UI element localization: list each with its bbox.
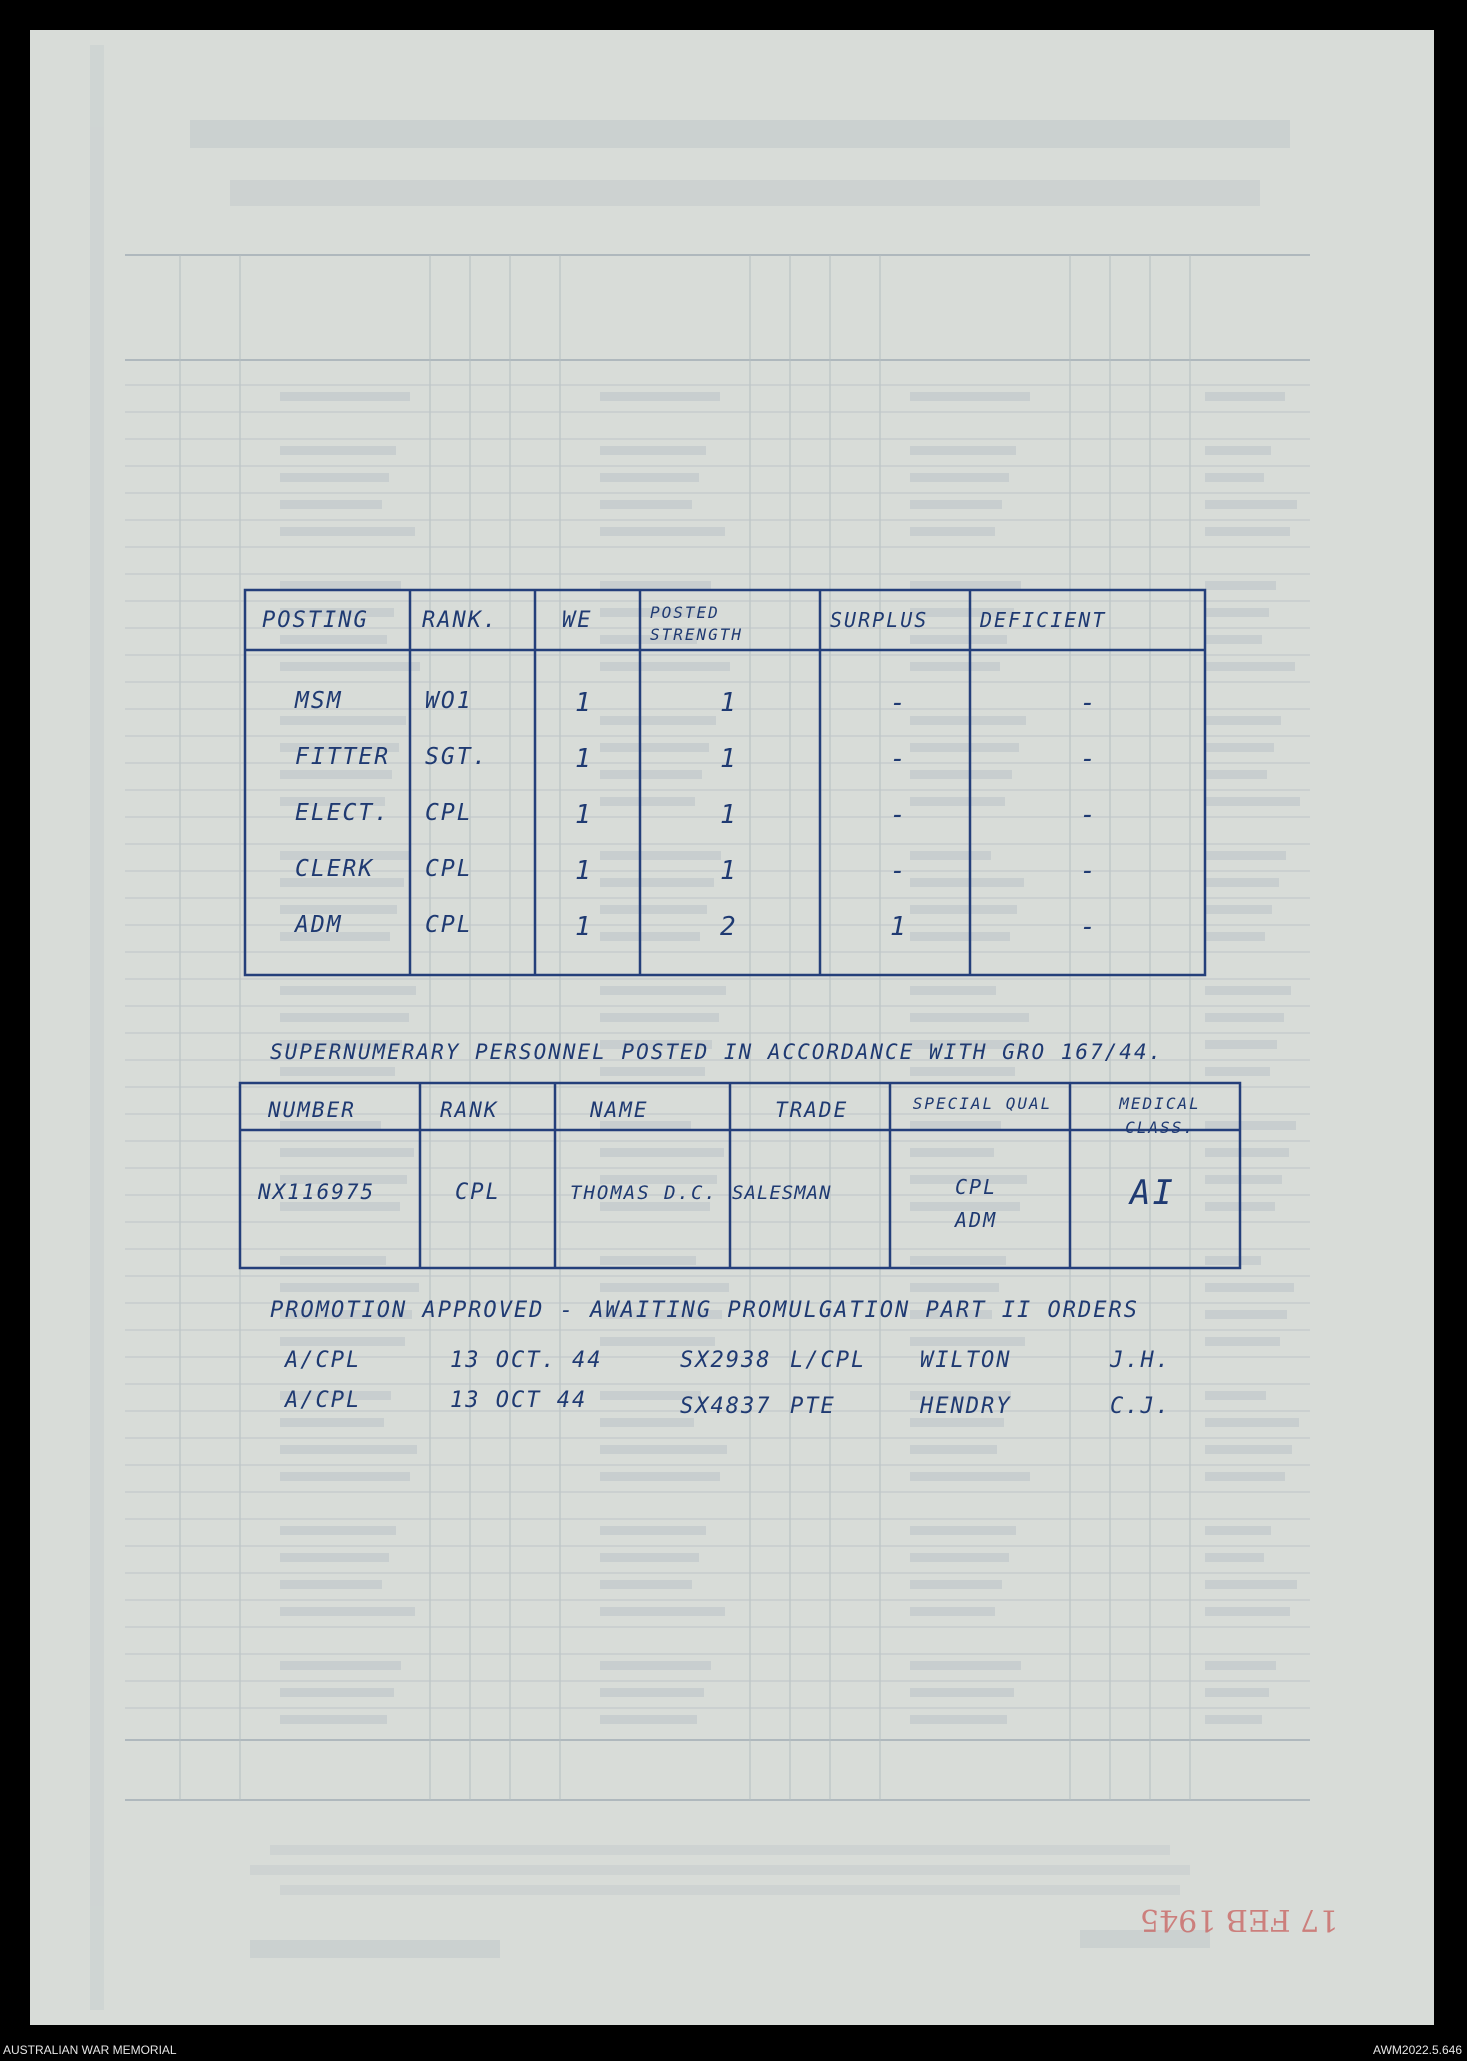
posting-row-2-col-3: 1: [575, 744, 593, 774]
posting-row-2-col-6: -: [1080, 744, 1098, 774]
promotion-line-1-name: WILTON: [920, 1348, 1012, 1373]
promotion-line-2-number: SX4837: [680, 1394, 772, 1419]
posting-row-2-col-1: FITTER: [295, 744, 391, 770]
posting-row-3-col-1: ELECT.: [295, 800, 391, 826]
supernumerary-header-trade: TRADE: [775, 1098, 849, 1122]
promotion-line-2-initials: C.J.: [1110, 1394, 1171, 1419]
posting-row-5-col-4: 2: [720, 912, 738, 942]
posting-header-deficient: DEFICIENT: [980, 608, 1107, 632]
posting-row-1-col-3: 1: [575, 688, 593, 718]
posting-row-3-col-5: -: [890, 800, 908, 830]
posting-header-surplus: SURPLUS: [830, 608, 929, 632]
supernumerary-name: THOMAS D.C.: [570, 1182, 718, 1204]
posting-row-3-col-2: CPL: [425, 800, 473, 826]
supernumerary-header-medical-class: MEDICAL CLASS.: [1119, 1094, 1201, 1137]
supernumerary-number: NX116975: [258, 1180, 376, 1204]
posting-header-rank: RANK.: [422, 608, 499, 633]
posting-row-2-col-5: -: [890, 744, 908, 774]
supernumerary-header-special-qual: SPECIAL QUAL: [912, 1094, 1053, 1113]
posting-row-3-col-3: 1: [575, 800, 593, 830]
posting-row-4-col-2: CPL: [425, 856, 473, 882]
posting-header-posting: POSTING: [262, 608, 369, 633]
supernumerary-trade: SALESMAN: [732, 1182, 832, 1204]
posting-row-5-col-3: 1: [575, 912, 593, 942]
promotion-heading: PROMOTION APPROVED - AWAITING PROMULGATION PART II ORDERS: [270, 1298, 1139, 1323]
posting-row-5-col-6: -: [1080, 912, 1098, 942]
promotion-line-1-date: 13 OCT. 44: [450, 1348, 603, 1373]
posting-row-1-col-4: 1: [720, 688, 738, 718]
promotion-line-2-current-rank: PTE: [790, 1394, 836, 1419]
posting-row-4-col-6: -: [1080, 856, 1098, 886]
supernumerary-special-qual-line2: ADM: [955, 1208, 998, 1232]
posting-row-2-col-4: 1: [720, 744, 738, 774]
posting-row-1-col-5: -: [890, 688, 908, 718]
posting-header-we: WE: [562, 608, 593, 633]
posting-row-3-col-4: 1: [720, 800, 738, 830]
promotion-line-1-number: SX2938: [680, 1348, 772, 1373]
promotion-line-2-rank: A/CPL: [285, 1388, 362, 1413]
posting-row-4-col-1: CLERK: [295, 856, 375, 882]
promotion-line-1-initials: J.H.: [1110, 1348, 1171, 1373]
footer-right: AWM2022.5.646: [1373, 2043, 1462, 2057]
posting-row-5-col-2: CPL: [425, 912, 473, 938]
posting-row-2-col-2: SGT.: [425, 744, 489, 770]
posting-row-4-col-5: -: [890, 856, 908, 886]
posting-row-1-col-1: MSM: [295, 688, 343, 714]
supernumerary-special-qual-line1: CPL: [955, 1175, 998, 1199]
form-paper: [30, 30, 1434, 2025]
promotion-line-1-current-rank: L/CPL: [790, 1348, 867, 1373]
supernumerary-medical-class: AI: [1130, 1173, 1175, 1213]
posting-row-4-col-3: 1: [575, 856, 593, 886]
posting-row-5-col-5: 1: [890, 912, 908, 942]
posting-row-3-col-6: -: [1080, 800, 1098, 830]
posting-row-1-col-2: WO1: [425, 688, 473, 714]
promotion-line-2-name: HENDRY: [920, 1394, 1012, 1419]
supernumerary-heading: SUPERNUMERARY PERSONNEL POSTED IN ACCORDANCE WITH GRO 167/44.: [270, 1040, 1164, 1064]
supernumerary-header-name: NAME: [590, 1098, 649, 1122]
date-stamp: 17 FEB 1945: [1140, 1902, 1339, 1937]
promotion-line-2-date: 13 OCT 44: [450, 1388, 588, 1413]
footer-left: AUSTRALIAN WAR MEMORIAL: [3, 2043, 177, 2057]
supernumerary-table-grid: [30, 30, 1434, 2025]
promotion-line-1-rank: A/CPL: [285, 1348, 362, 1373]
supernumerary-rank: CPL: [455, 1180, 501, 1205]
supernumerary-header-number: NUMBER: [268, 1098, 356, 1122]
posting-row-4-col-4: 1: [720, 856, 738, 886]
posting-row-1-col-6: -: [1080, 688, 1098, 718]
supernumerary-header-rank: RANK: [440, 1098, 499, 1122]
posting-row-5-col-1: ADM: [295, 912, 343, 938]
posting-header-posted-strength: POSTED STRENGTH: [650, 603, 744, 644]
